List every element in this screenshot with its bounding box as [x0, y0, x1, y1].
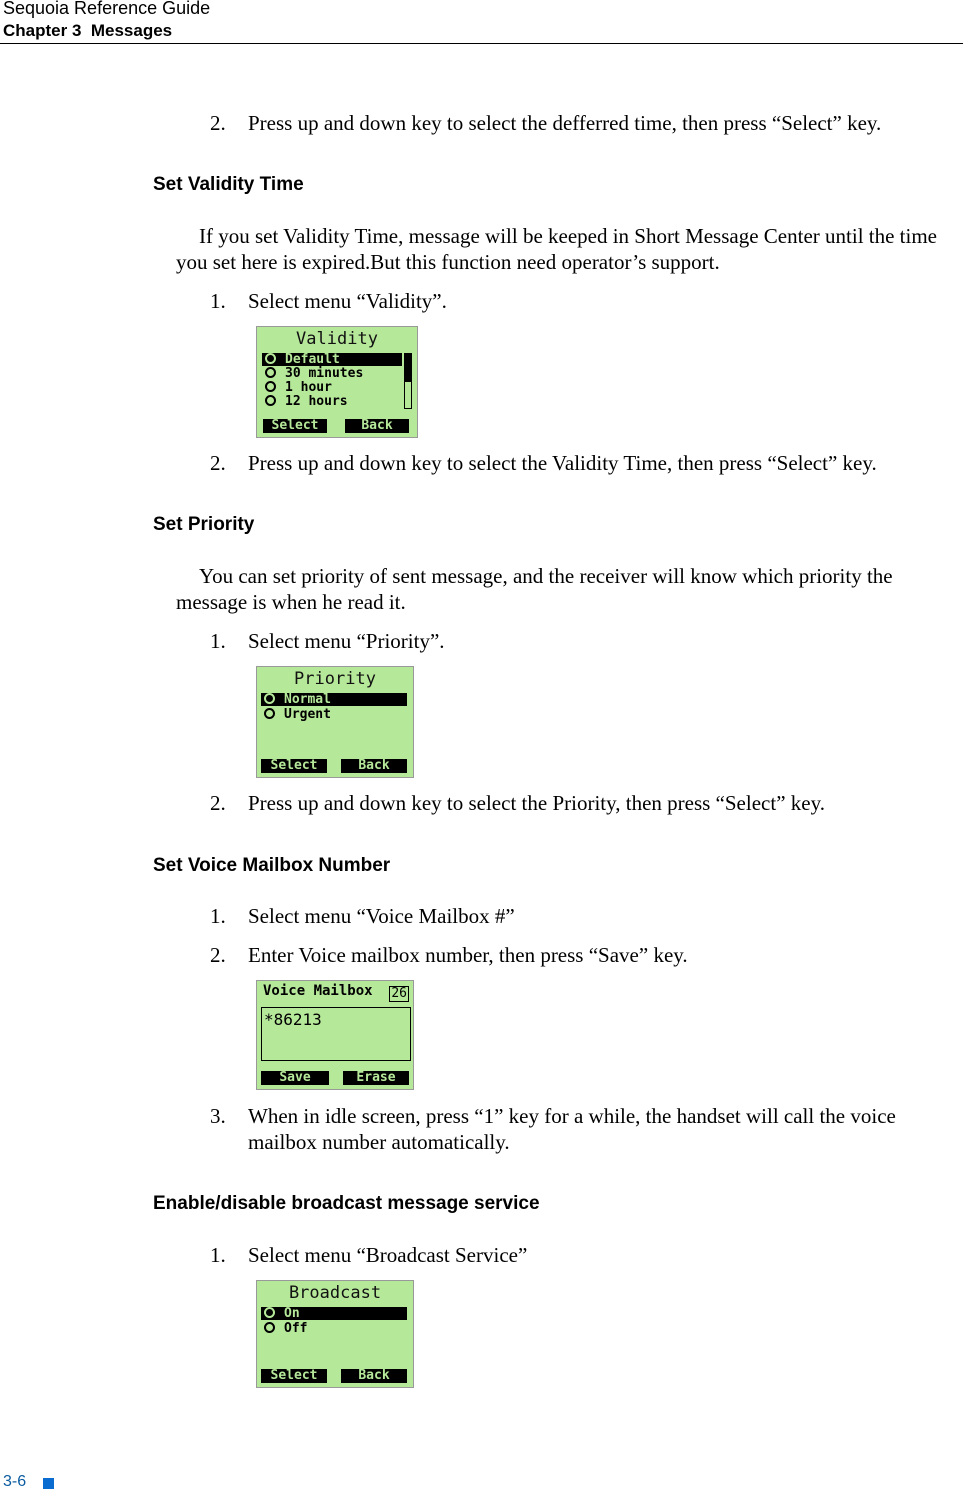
heading-broadcast: Enable/disable broadcast message service [153, 1193, 540, 1214]
softkey-select: Select [261, 759, 327, 773]
step-number: 1. [210, 629, 226, 653]
footer-square-icon [43, 1478, 54, 1489]
softkey-back: Back [341, 1369, 407, 1383]
broadcast-screen [256, 1280, 414, 1388]
step-text: Select menu “Voice Mailbox #” [248, 904, 515, 928]
paragraph-validity: If you set Validity Time, message will be keeped in Short Message Center until the time you set here is expired.But this function need operator’s support. [176, 224, 938, 274]
voicemail-screen [256, 980, 414, 1090]
screen-title: Validity [296, 329, 378, 349]
radio-icon [265, 381, 276, 392]
screen-title: Priority [294, 669, 376, 689]
step-text: Press up and down key to select the Priority, then press “Select” key. [248, 791, 825, 815]
document-title: Sequoia Reference Guide [3, 0, 211, 18]
paragraph-priority: You can set priority of sent message, and the receiver will know which priority the message is when he read it. [176, 564, 893, 614]
step-number: 1. [210, 1243, 226, 1267]
step-number: 2. [210, 111, 226, 135]
menu-item-1-hour: 1 hour [262, 381, 402, 394]
radio-icon [265, 353, 276, 364]
radio-icon [264, 1322, 275, 1333]
menu-item-30-minutes: 30 minutes [262, 367, 402, 380]
validity-screen [256, 326, 418, 438]
radio-icon [265, 395, 276, 406]
header-rule [0, 43, 963, 44]
screen-title: Broadcast [288, 1283, 382, 1303]
step-number: 1. [210, 904, 226, 928]
heading-priority: Set Priority [153, 514, 255, 535]
character-count: 26 [391, 986, 407, 1001]
step-text: Select menu “Priority”. [248, 629, 445, 653]
softkey-save: Save [261, 1071, 329, 1085]
radio-icon [264, 708, 275, 719]
menu-item-off: Off [261, 1322, 407, 1335]
step-text: Press up and down key to select the Validity Time, then press “Select” key. [248, 451, 877, 475]
menu-item-12-hours: 12 hours [262, 395, 402, 408]
radio-icon [265, 367, 276, 378]
heading-validity: Set Validity Time [153, 174, 304, 195]
heading-voicemail: Set Voice Mailbox Number [153, 855, 391, 876]
step-text: Select menu “Broadcast Service” [248, 1243, 528, 1267]
priority-screen [256, 666, 414, 778]
step-number: 3. [210, 1104, 226, 1128]
softkey-erase: Erase [343, 1071, 409, 1085]
page-number: 3-6 [3, 1473, 27, 1490]
step-number: 2. [210, 791, 226, 815]
radio-icon [264, 693, 275, 704]
step-number: 2. [210, 451, 226, 475]
radio-icon [264, 1307, 275, 1318]
step-number: 2. [210, 943, 226, 967]
step-text: When in idle screen, press “1” key for a while, the handset will call the voice mailbox number automatically. [248, 1104, 896, 1154]
mailbox-number: *86213 [264, 1010, 322, 1029]
step-number: 1. [210, 289, 226, 313]
softkey-select: Select [261, 1369, 327, 1383]
menu-item-urgent: Urgent [261, 708, 407, 721]
chapter-title: Chapter 3 Messages [3, 21, 173, 40]
step-text: Press up and down key to select the defferred time, then press “Select” key. [248, 111, 882, 135]
step-text: Enter Voice mailbox number, then press “Save” key. [248, 943, 688, 967]
screen-title: Voice Mailbox [263, 983, 373, 999]
step-text: Select menu “Validity”. [248, 289, 447, 313]
scrollbar [404, 353, 412, 409]
softkey-back: Back [341, 759, 407, 773]
menu-item-on: On [261, 1307, 407, 1320]
menu-item-normal: Normal [261, 693, 407, 706]
menu-item-default: Default [262, 353, 402, 366]
number-entry-box [261, 1007, 411, 1061]
softkey-select: Select [263, 419, 327, 433]
softkey-back: Back [345, 419, 409, 433]
